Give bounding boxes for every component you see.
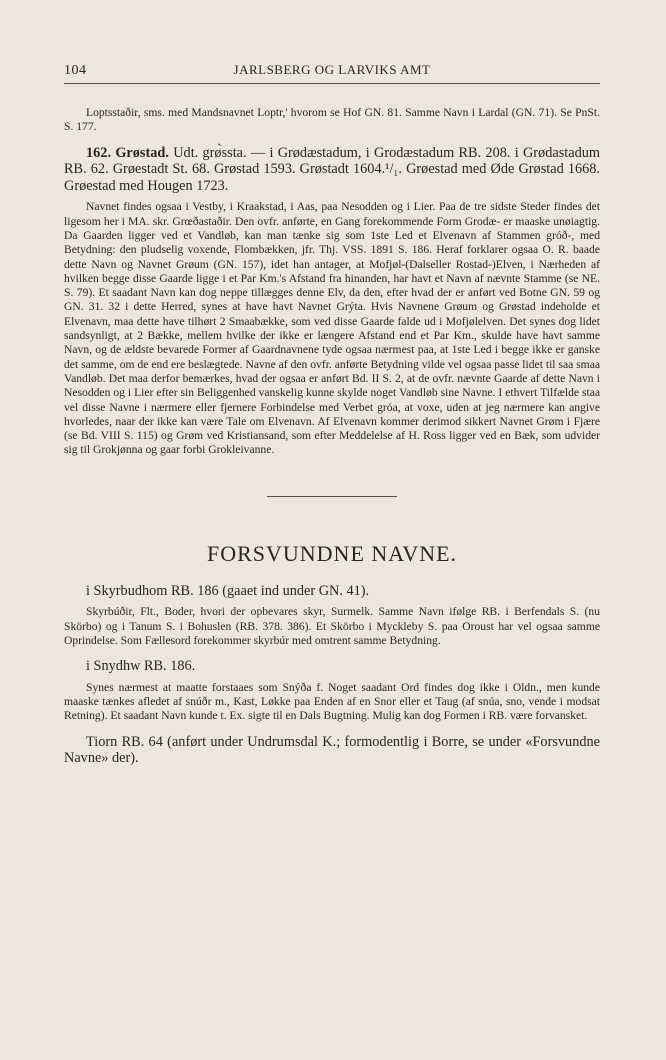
running-header [64, 62, 600, 84]
lost-name-text: Skyrbúðir, Flt., Boder, hvori der opbevares skyr, Surmelk. Samme Navn ifølge RB. i Berfendals S. (nu Skörbo) og i Tanum S. i Bohuslen (RB. 378. 386). Et Skörbo i Myckleby S. paa Oroust har vel ogsaa samme Oprindelse. Som Fællesord forekommer skyrbúr med omtrent samme Betydning. [64, 605, 600, 647]
lost-name-heading: i Skyrbudhom RB. 186 (gaaet ind under GN. 41). [86, 582, 370, 599]
entry-forms: Udt. grø̀ssta. — i Grødæstadum, i Grodæstadum RB. 208. i Grødastadum RB. 62. Grøestadt St. 68. Grøstad 1593. Grøstadt 1604.¹/₁. Grøestad med Øde Grøstad 1668. Grøestad med Hougen 1723. [64, 144, 600, 194]
entry-162 [64, 145, 600, 195]
page-number: 104 [64, 63, 87, 78]
entry-discussion: Navnet findes ogsaa i Vestby, i Kraakstad, i Aas, paa Nesodden og i Lier. Paa de tre sidste Steder findes det ligesom her i MA. skr. Grœðastaðir. Den ovfr. anførte, en Gang forekommende Form Grodæ- er maaske unøiagtig. Da Gaarden ligger ved et Vandløb, kan man tænke sig som 1ste Led et Elvenavn af Stammen gróð-, med Betydning: den pludselig voxende, Flombækken, jfr. Thj. VSS. 1891 S. 186. Heraf forklarer ogsaa O. R. baade dette Navn og Navnet Grøum (GN. 157), idet han antager, at Mofjøl-(Dalseller Rostad-)Elven, i Nærheden af hvilken begge disse Gaarde ligge i et Par Km.'s Afstand fra hinanden, har havt et Navn af nævnte Stamme (se NE. S. 79). Et saadant Navn kan dog neppe tillægges denne Elv, da den, efter hvad der er anført ved Botne GN. 59 og GN. 31. 32 i dette Herred, synes at have havt Navnet Grýta. Hvis Navnene Grøum og Grøstad indeholde et Elvenavn, maa dette have tilhørt 2 Smaabække, som ved disse Gaarde falde ud i Mofjølelven. Det synes dog lidet sandsynligt, at 2 Bække, mellem hvilke der ikke er længere Afstand end et Par Km., skulde have havt samme Navn, og de ældste bevarede Former af Gaardnavnene tyde ogsaa nærmest paa, at 1ste Led i begge ikke er ganske det samme, om de end ere beslægtede. Navne af den ovfr. anførte Betydning vilde vel ogsaa passe lidet til saa smaa Vandløb. Det maa derfor bemærkes, hvad der ogsaa er anført Bd. II S. 2, at de ovfr. nævnte Gaarde af dette Navn i Nesodden og i Lier efter sin Beliggenhed vanskelig kunne skylde noget Vandløb sine Navne. I ethvert Tilfælde staa vel disse Navne i nærmere eller fjernere Forbindelse med Verbet gróa, at voxe, uden at jeg nærmere kan angive hvorledes, naar der ikke kan være Tale om Elvenavn. Af Elvenavn kommer derimod sikkert Navnet Grøm i Fjære (se Bd. VIII S. 115) og Grøm ved Kristiansand, som efter Meddelelse af H. Ross ligger ved en Bæk, som udvider sig til Grokjønna og gaar forbi Grokleivanne. [64, 200, 600, 457]
lost-name-text: Synes nærmest at maatte forstaaes som Snýða f. Noget saadant Ord findes dog ikke i Oldn., men kunde maaske tænkes afledet af snúðr m., Kast, Løkke paa Enden af en Snor eller et Taug (af snúa, sno, vende i modsat Retning). Et saadant Navn kunde t. Ex. sigte til en Dals Bugtning. Mulig kan dog Formen i RB. være forvansket. [64, 680, 600, 723]
lost-name-heading: Tiorn RB. 64 (anført under Undrumsdal K.; formodentlig i Borre, se under «Forsvundne Navne» der). [64, 733, 600, 767]
section-title: FORSVUNDNE NAVNE. [206, 540, 458, 566]
entry-name: Grøstad. [115, 144, 169, 161]
lost-name-heading: i Snydhw RB. 186. [86, 658, 196, 675]
entry-number: 162. [86, 144, 112, 161]
section-divider [267, 496, 397, 497]
running-title: JARLSBERG OG LARVIKS AMT [233, 62, 431, 77]
intro-paragraph: Loptsstaðir, sms. med Mandsnavnet Loptr,' hvorom se Hof GN. 81. Samme Navn i Lardal (GN. 71). Se PnSt. S. 177. [64, 106, 600, 134]
book-page [64, 62, 600, 767]
